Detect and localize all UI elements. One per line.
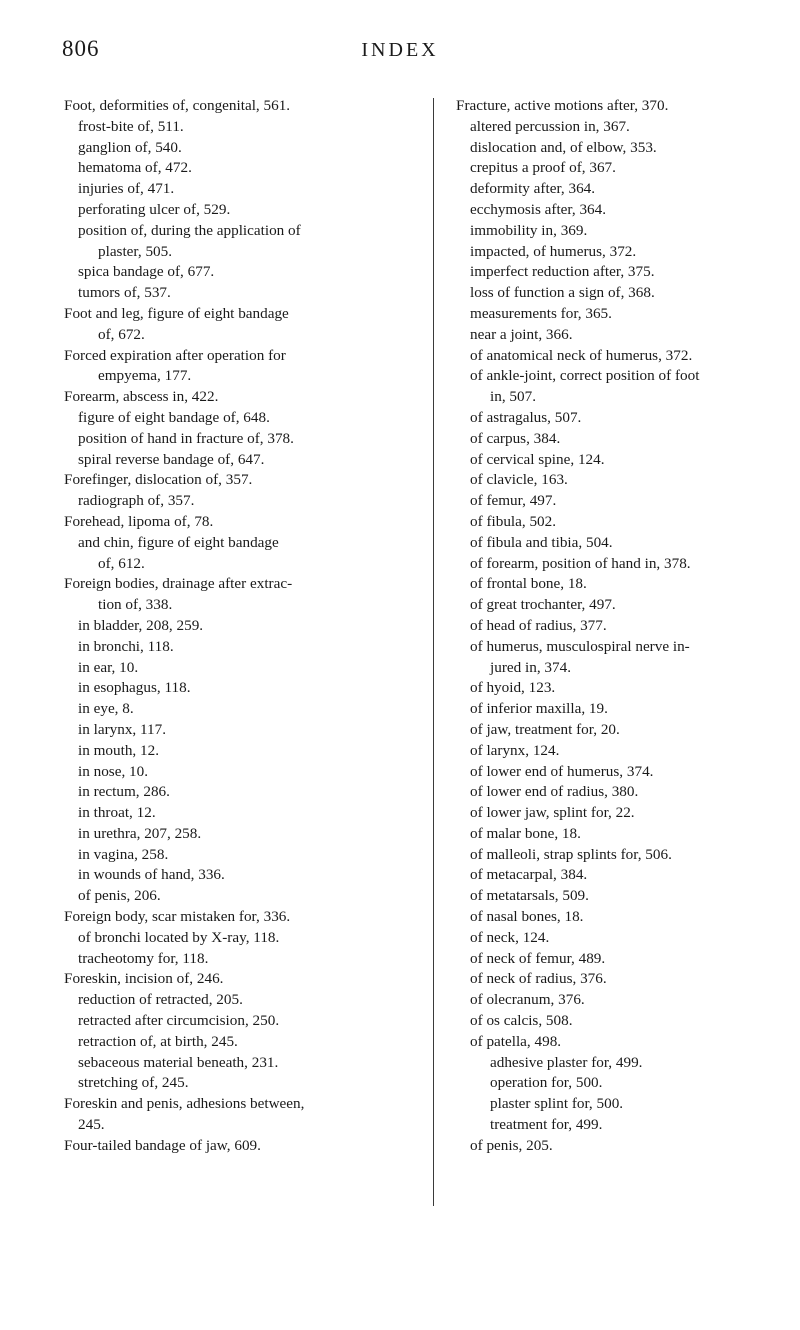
index-heading: Forehead, lipoma of, 78.: [64, 512, 214, 530]
index-subentry: of patella, 498.: [470, 1032, 562, 1050]
index-heading: Foreign bodies, drainage after extrac-: [64, 575, 293, 593]
index-subentry: crepitus a proof of, 367.: [470, 159, 616, 177]
index-subentry: near a joint, 366.: [470, 325, 573, 343]
index-subentry: empyema, 177.: [98, 367, 192, 385]
index-subentry: ecchymosis after, 364.: [470, 200, 607, 218]
index-subentry: in wounds of hand, 336.: [78, 866, 225, 884]
running-head: INDEX: [361, 39, 439, 61]
index-subentry: perforating ulcer of, 529.: [78, 200, 231, 218]
page-number: 806: [62, 36, 100, 61]
index-subentry: of carpus, 384.: [470, 429, 561, 447]
index-subentry: in throat, 12.: [78, 804, 156, 822]
index-subentry: radiograph of, 357.: [78, 492, 195, 510]
index-subentry: of os calcis, 508.: [470, 1012, 573, 1030]
index-subentry: of penis, 205.: [470, 1136, 553, 1154]
index-subentry: sebaceous material beneath, 231.: [78, 1053, 279, 1071]
index-subentry: in mouth, 12.: [78, 741, 160, 759]
index-subentry: of head of radius, 377.: [470, 616, 607, 634]
index-subentry: in bladder, 208, 259.: [78, 616, 204, 634]
index-subentry: of ankle-joint, correct position of foot: [470, 367, 700, 385]
index-subentry: in nose, 10.: [78, 762, 149, 780]
index-subentry: ganglion of, 540.: [78, 138, 182, 156]
index-heading: Four-tailed bandage of jaw, 609.: [64, 1136, 261, 1154]
index-subentry: of, 612.: [98, 554, 145, 572]
index-subentry: position of hand in fracture of, 378.: [78, 429, 294, 447]
index-column-left: [64, 96, 424, 1157]
index-subentry: deformity after, 364.: [470, 180, 596, 198]
index-subentry: of lower end of humerus, 374.: [470, 762, 654, 780]
index-heading: Forefinger, dislocation of, 357.: [64, 471, 253, 489]
index-subentry: impacted, of humerus, 372.: [470, 242, 637, 260]
index-subentry: of frontal bone, 18.: [470, 575, 587, 593]
index-subentry: 245.: [78, 1116, 105, 1134]
index-subentry: tion of, 338.: [98, 596, 173, 614]
index-subentry: treatment for, 499.: [490, 1116, 603, 1134]
index-subentry: figure of eight bandage of, 648.: [78, 408, 270, 426]
index-heading: Foreskin and penis, adhesions between,: [64, 1095, 305, 1113]
index-subentry: imperfect reduction after, 375.: [470, 263, 655, 281]
index-subentry: of malleoli, strap splints for, 506.: [470, 845, 672, 863]
index-subentry: of femur, 497.: [470, 492, 557, 510]
index-subentry: of great trochanter, 497.: [470, 596, 616, 614]
index-subentry: tracheotomy for, 118.: [78, 949, 209, 967]
index-subentry: of cervical spine, 124.: [470, 450, 605, 468]
index-subentry: of fibula and tibia, 504.: [470, 533, 613, 551]
index-subentry: retracted after circumcision, 250.: [78, 1012, 280, 1030]
index-subentry: immobility in, 369.: [470, 221, 588, 239]
index-column-right: [456, 96, 796, 1157]
index-subentry: of clavicle, 163.: [470, 471, 568, 489]
index-subentry: in larynx, 117.: [78, 720, 167, 738]
index-subentry: operation for, 500.: [490, 1074, 603, 1092]
index-subentry: of metatarsals, 509.: [470, 887, 589, 905]
index-subentry: jured in, 374.: [490, 658, 571, 676]
index-subentry: of bronchi located by X-ray, 118.: [78, 928, 280, 946]
index-subentry: in ear, 10.: [78, 658, 139, 676]
index-subentry: of neck of radius, 376.: [470, 970, 607, 988]
index-subentry: in vagina, 258.: [78, 845, 169, 863]
index-subentry: of malar bone, 18.: [470, 824, 581, 842]
index-subentry: of metacarpal, 384.: [470, 866, 588, 884]
index-subentry: of humerus, musculospiral nerve in-: [470, 637, 690, 655]
index-subentry: of lower jaw, splint for, 22.: [470, 804, 635, 822]
index-subentry: in eye, 8.: [78, 700, 134, 718]
index-subentry: stretching of, 245.: [78, 1074, 189, 1092]
index-subentry: of inferior maxilla, 19.: [470, 700, 608, 718]
index-subentry: in rectum, 286.: [78, 783, 170, 801]
index-subentry: of olecranum, 376.: [470, 991, 585, 1009]
index-heading: Forearm, abscess in, 422.: [64, 388, 219, 406]
index-subentry: in, 507.: [490, 388, 536, 406]
index-heading: Forced expiration after operation for: [64, 346, 286, 364]
index-subentry: of hyoid, 123.: [470, 679, 556, 697]
index-subentry: in esophagus, 118.: [78, 679, 191, 697]
index-subentry: hematoma of, 472.: [78, 159, 192, 177]
index-heading: Fracture, active motions after, 370.: [456, 97, 669, 114]
index-heading: Foreskin, incision of, 246.: [64, 970, 224, 988]
index-subentry: and chin, figure of eight bandage: [78, 533, 279, 551]
index-subentry: frost-bite of, 511.: [78, 117, 184, 135]
index-subentry: plaster splint for, 500.: [490, 1095, 624, 1113]
index-subentry: in bronchi, 118.: [78, 637, 174, 655]
index-subentry: of nasal bones, 18.: [470, 908, 584, 926]
index-heading: Foot and leg, figure of eight bandage: [64, 304, 289, 322]
index-subentry: of neck, 124.: [470, 928, 550, 946]
index-subentry: of penis, 206.: [78, 887, 161, 905]
index-subentry: measurements for, 365.: [470, 304, 612, 322]
index-subentry: plaster, 505.: [98, 242, 173, 260]
column-divider: [433, 98, 434, 1206]
index-subentry: dislocation and, of elbow, 353.: [470, 138, 657, 156]
index-heading: Foot, deformities of, congenital, 561.: [64, 97, 291, 114]
index-subentry: of fibula, 502.: [470, 512, 557, 530]
page-header: [0, 36, 800, 66]
index-subentry: adhesive plaster for, 499.: [490, 1053, 643, 1071]
index-subentry: retraction of, at birth, 245.: [78, 1032, 238, 1050]
index-subentry: of lower end of radius, 380.: [470, 783, 639, 801]
index-subentry: of larynx, 124.: [470, 741, 560, 759]
index-subentry: loss of function a sign of, 368.: [470, 284, 655, 302]
index-subentry: injuries of, 471.: [78, 180, 175, 198]
index-subentry: of jaw, treatment for, 20.: [470, 720, 620, 738]
index-subentry: of anatomical neck of humerus, 372.: [470, 346, 693, 364]
index-subentry: of neck of femur, 489.: [470, 949, 606, 967]
index-subentry: spica bandage of, 677.: [78, 263, 215, 281]
index-subentry: spiral reverse bandage of, 647.: [78, 450, 265, 468]
index-subentry: tumors of, 537.: [78, 284, 171, 302]
index-subentry: of, 672.: [98, 325, 145, 343]
index-subentry: of astragalus, 507.: [470, 408, 582, 426]
index-subentry: in urethra, 207, 258.: [78, 824, 202, 842]
index-subentry: reduction of retracted, 205.: [78, 991, 243, 1009]
index-heading: Foreign body, scar mistaken for, 336.: [64, 908, 291, 926]
index-subentry: altered percussion in, 367.: [470, 117, 630, 135]
index-subentry: of forearm, position of hand in, 378.: [470, 554, 691, 572]
index-subentry: position of, during the application of: [78, 221, 301, 239]
